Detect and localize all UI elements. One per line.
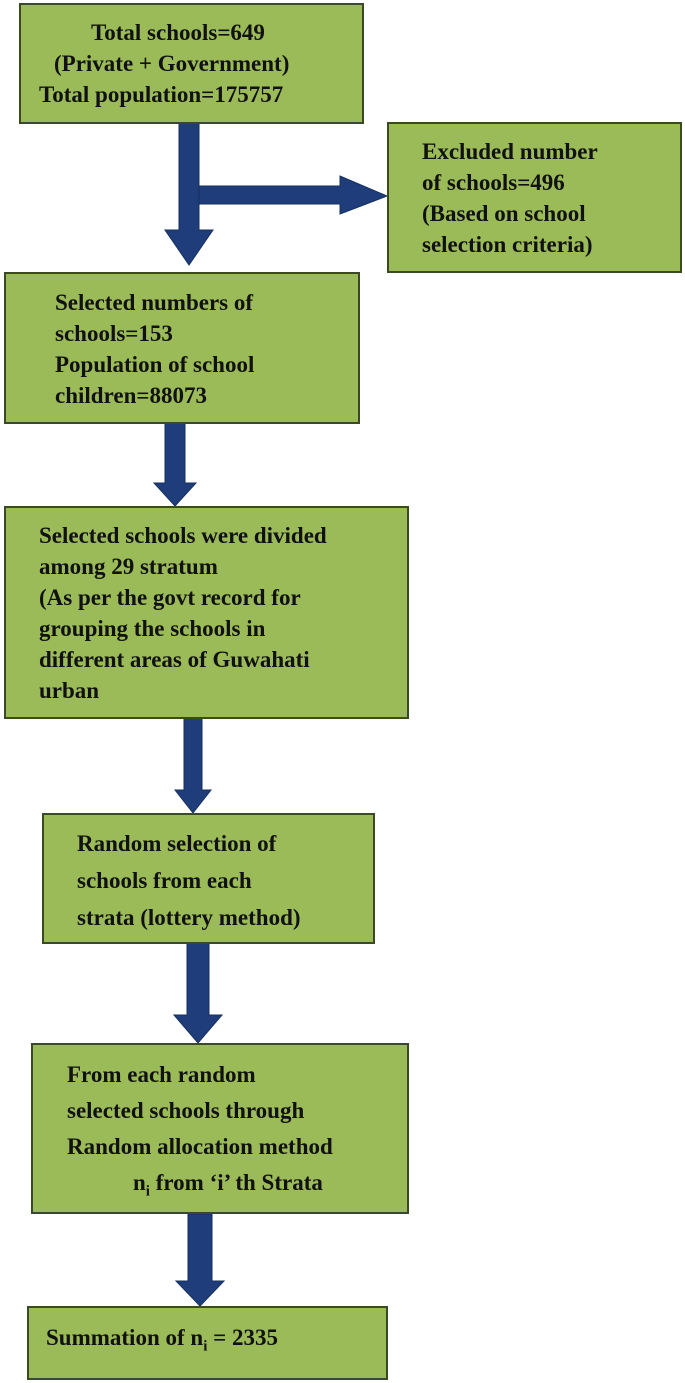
strata-note-line3: different areas of Guwahati	[39, 647, 310, 672]
total-schools-text: Total schools=649	[91, 20, 265, 45]
total-population-text: Total population=175757	[39, 82, 284, 107]
excluded-reason-text: (Based on school	[422, 201, 586, 226]
allocation-line2: selected schools through	[67, 1098, 305, 1123]
strata-note-line1: (As per the govt record for	[39, 585, 301, 610]
selected-population-label: Population of school	[55, 352, 255, 377]
strata-note-line4: urban	[39, 678, 100, 703]
random-allocation-box	[31, 1043, 409, 1214]
random-selection-box	[42, 813, 375, 944]
random-selection-method-text: strata (lottery method)	[77, 905, 301, 930]
selected-schools-box	[4, 272, 360, 424]
summation-variable: n	[190, 1325, 204, 1350]
excluded-count-text: of schools=496	[422, 170, 565, 195]
summation-value: = 2335	[207, 1325, 278, 1350]
excluded-schools-box	[387, 122, 682, 273]
strata-count-text: among 29 stratum	[39, 554, 218, 579]
summation-prefix: Summation of	[46, 1325, 191, 1350]
random-selection-text: Random selection of	[77, 831, 277, 856]
excluded-number-text: Excluded number	[422, 139, 598, 164]
arrow-divided-to-random	[175, 718, 211, 813]
excluded-criteria-text: selection criteria)	[422, 232, 593, 257]
summation-subscript: i	[203, 1338, 208, 1355]
allocation-line1: From each random	[67, 1062, 256, 1087]
strata-division-text: Selected schools were divided	[39, 523, 327, 548]
selected-population-value: children=88073	[55, 383, 207, 408]
arrow-random-to-allocation	[174, 943, 222, 1043]
strata-note-line2: grouping the schools in	[39, 616, 266, 641]
total-schools-box	[19, 3, 364, 124]
summation-box	[27, 1306, 388, 1380]
arrow-allocation-to-summation	[176, 1214, 224, 1306]
random-selection-from-text: schools from each	[77, 868, 252, 893]
strata-division-box	[4, 506, 409, 719]
allocation-line3: Random allocation method	[67, 1134, 333, 1159]
ni-variable: n	[133, 1170, 146, 1195]
selected-numbers-text: Selected numbers of	[55, 290, 254, 315]
summation-text	[46, 1322, 386, 1353]
selected-count-text: schools=153	[55, 321, 173, 346]
arrow-to-excluded	[199, 176, 387, 214]
strata-suffix-text: from ‘i’ th Strata	[149, 1170, 323, 1195]
ni-subscript: i	[145, 1183, 150, 1200]
arrow-selected-to-divided	[154, 423, 196, 506]
allocation-line4	[67, 1165, 407, 1201]
school-type-text: (Private + Government)	[54, 51, 290, 76]
